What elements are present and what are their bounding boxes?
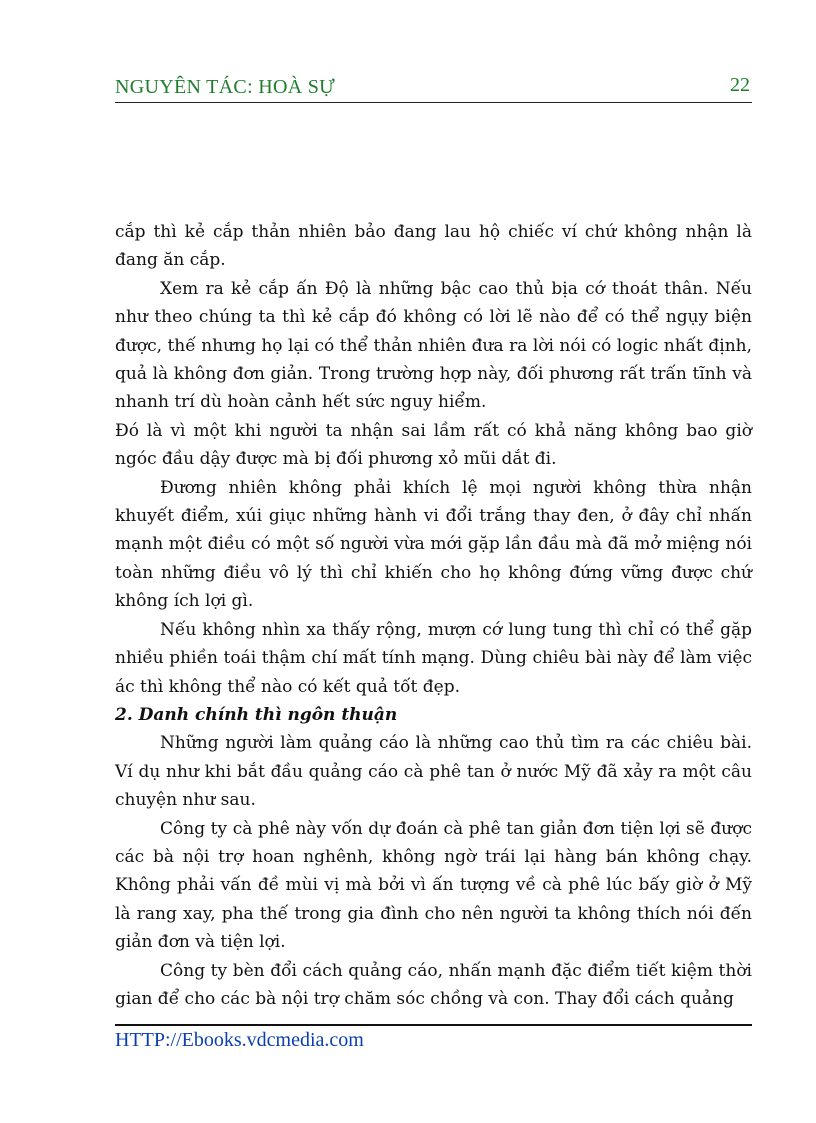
body-paragraph: Đương nhiên không phải khích lệ mọi người không thừa nhận khuyết điểm, xúi giục những hành vi đổi trắng thay đen, ở đây chỉ nhấn mạnh một điều có một số người vừa mới gặp lần đầu mà đã mở miệng nói toàn những điều vô lý thì chỉ khiến cho họ không đứng vững được chứ không ích lợi gì.: [115, 477, 752, 612]
page-body: [115, 218, 752, 1013]
footer-divider: [115, 1024, 752, 1026]
running-title: NGUYÊN TÁC: HOÀ SỰ: [115, 76, 335, 98]
body-paragraph: Công ty cà phê này vốn dự đoán cà phê tan giản đơn tiện lợi sẽ được các bà nội trợ hoan nghênh, không ngờ trái lại hàng bán không chạy. Không phải vấn đề mùi vị mà bởi vì ấn tượng về cà phê lúc bấy giờ ở Mỹ là rang xay, pha thế trong gia đình cho nên người ta không thích nói đến giản đơn và tiện lợi.: [115, 818, 752, 953]
body-paragraph: Đó là vì một khi người ta nhận sai lầm rất có khả năng không bao giờ ngóc đầu dậy được mà bị đối phương xỏ mũi dắt đi.: [115, 420, 752, 470]
section-heading: 2. Danh chính thì ngôn thuận: [115, 704, 398, 725]
body-paragraph: cắp thì kẻ cắp thản nhiên bảo đang lau hộ chiếc ví chứ không nhận là đang ăn cắp.: [115, 222, 752, 271]
page-header: [115, 72, 752, 103]
body-paragraph: Những người làm quảng cáo là những cao thủ tìm ra các chiêu bài. Ví dụ như khi bắt đầu quảng cáo cà phê tan ở nước Mỹ đã xảy ra một câu chuyện như sau.: [115, 733, 752, 811]
body-paragraph: Công ty bèn đổi cách quảng cáo, nhấn mạnh đặc điểm tiết kiệm thời gian để cho các bà nội trợ chăm sóc chồng và con. Thay đổi cách quảng: [115, 960, 752, 1009]
page-number: 22: [730, 74, 750, 96]
footer-website-link[interactable]: HTTP://Ebooks.vdcmedia.com: [115, 1029, 364, 1051]
body-paragraph: Xem ra kẻ cắp ấn Độ là những bậc cao thủ bịa cớ thoát thân. Nếu như theo chúng ta thì kẻ cắp đó không có lời lẽ nào để có thể ngụy biện được, thế nhưng họ lại có thể thản nhiên đưa ra lời nói có logic nhất định, quả là không đơn giản. Trong trường hợp này, đối phương rất trấn tĩnh và nhanh trí dù hoàn cảnh hết sức nguy hiểm.: [115, 278, 752, 413]
body-paragraph: Nếu không nhìn xa thấy rộng, mượn cớ lung tung thì chỉ có thể gặp nhiều phiền toái thậm chí mất tính mạng. Dùng chiêu bài này để làm việc ác thì không thể nào có kết quả tốt đẹp.: [115, 619, 752, 697]
